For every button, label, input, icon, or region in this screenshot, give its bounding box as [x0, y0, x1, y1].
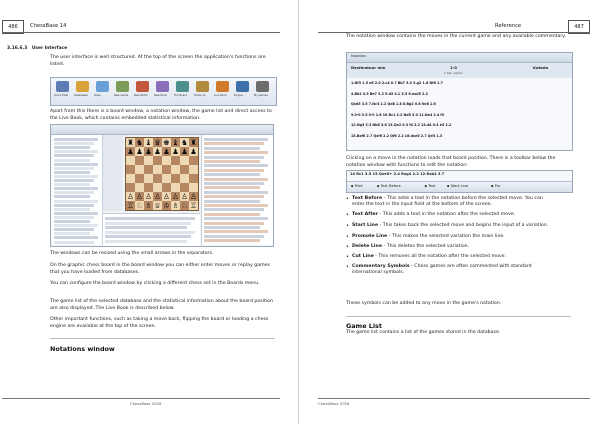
bullet-term: Start Line	[352, 223, 379, 228]
toolbar-icon	[116, 81, 129, 92]
chess-piece: ♙	[163, 192, 170, 201]
toolbar-icon	[236, 81, 249, 92]
section-title: User Interface	[31, 46, 68, 51]
placeholder-row	[204, 151, 268, 154]
edit-toolbar-button[interactable]: ▪ Text Before	[377, 184, 401, 188]
placeholder-row	[54, 216, 94, 219]
placeholder-row	[204, 235, 264, 238]
bullet-desc: - Chess games are often commented with standard international symbols.	[352, 264, 532, 276]
placeholder-row	[54, 232, 90, 235]
notation-line[interactable]: 12.Ng3 3.3 Nb6 3.6 13.Qe2 0.3 f4 2.2 14.d4 0.4 e5 2.2	[351, 123, 452, 127]
edit-toolbar-buttons	[347, 181, 572, 192]
bullet-dot: •	[346, 254, 349, 260]
chess-piece: ♟	[163, 147, 170, 156]
bullet-desc: - This adds a text in the notation before the selected move. You can enter the text in the input field at the bottom of the screen.	[352, 196, 543, 208]
notation-game-header	[347, 63, 572, 78]
placeholder-row	[204, 191, 268, 194]
board-square	[135, 174, 144, 183]
bullet-item	[352, 254, 552, 260]
right-para-3: These symbols can be added to any move in the game's notation.	[346, 301, 502, 306]
rule-game-list	[346, 316, 571, 317]
toolbar-icon	[76, 81, 89, 92]
bullet-item	[352, 212, 552, 218]
placeholder-row	[54, 138, 98, 141]
toolbar-label: New Game	[114, 94, 129, 97]
footer-right: ChessBase 2016	[318, 401, 350, 406]
board-square	[144, 183, 153, 192]
placeholder-row	[54, 146, 90, 149]
toolbar-icon	[56, 81, 69, 92]
rule-notations	[50, 338, 275, 339]
placeholder-row	[204, 204, 268, 207]
board-square	[171, 174, 180, 183]
app-window-screenshot	[50, 124, 274, 247]
placeholder-row	[204, 156, 264, 159]
bullet-dot: •	[346, 244, 349, 250]
chess-piece: ♘	[181, 201, 188, 210]
chess-piece: ♟	[154, 147, 161, 156]
placeholder-row	[105, 222, 191, 225]
placeholder-row	[204, 147, 260, 150]
notation-titlebar	[347, 53, 572, 63]
bullet-dot: •	[346, 234, 349, 240]
bullet-term: Promote Line	[352, 234, 388, 239]
board-square	[153, 174, 162, 183]
app-game-list	[52, 135, 103, 245]
placeholder-row	[204, 164, 268, 167]
toolbar-icon	[196, 81, 209, 92]
placeholder-row	[204, 200, 260, 203]
board-square	[180, 156, 189, 165]
notation-line[interactable]: 1.Nf3 1.5 e6 2.0 2.c4 0.7 Bb7 3.0 3.g2 1.6 Nf6 1.7	[351, 81, 443, 85]
chess-piece: ♟	[136, 147, 143, 156]
board-strip	[103, 135, 123, 211]
chess-piece: ♙	[172, 192, 179, 201]
placeholder-row	[54, 167, 94, 170]
bullet-item	[352, 234, 552, 240]
placeholder-row	[204, 160, 260, 163]
bullet-desc: - This removes all the notation after the selected move.	[373, 254, 507, 259]
left-para-6: The game list of the selected database and the statistical information about the board position are also displayed. The Live Book is described below.	[50, 299, 274, 311]
placeholder-row	[105, 231, 195, 234]
bullet-dot: •	[346, 264, 349, 270]
live-book-table	[103, 213, 200, 246]
notation-title: Notation	[351, 54, 367, 58]
left-para-3: The windows can be resized using the small arrows in the separators.	[50, 251, 214, 256]
placeholder-row	[54, 208, 90, 211]
chess-piece: ♘	[136, 201, 143, 210]
right-para-1: The notation window contains the moves in the current game and any available commentary.	[346, 34, 566, 39]
board-square	[162, 156, 171, 165]
board-square	[180, 183, 189, 192]
placeholder-row	[54, 159, 90, 162]
placeholder-row	[54, 175, 98, 178]
board-square	[189, 174, 198, 183]
edit-toolbar-moves: 14 Rc1 3.5 15.Qxe5+ 2.4 Rxg4 2.2 12.Rxb2 3.7	[350, 172, 445, 176]
toolbar-icon	[216, 81, 229, 92]
heading-game-list: Game List	[346, 322, 382, 330]
chess-piece: ♝	[145, 138, 152, 147]
left-para-1: The user interface is well structured. At the top of the screen the application's functions are listed.	[50, 55, 266, 67]
placeholder-row	[54, 142, 94, 145]
toolbar-icon	[136, 81, 149, 92]
placeholder-row	[204, 213, 260, 216]
placeholder-row	[204, 182, 264, 185]
placeholder-row	[54, 191, 94, 194]
chess-piece: ♙	[127, 192, 134, 201]
running-header-left: ChessBase 14	[30, 23, 67, 29]
bullet-desc: - This deletes the selected variation.	[382, 244, 470, 249]
placeholder-row	[204, 230, 268, 233]
board-square	[171, 156, 180, 165]
left-page	[0, 0, 299, 424]
board-square	[126, 156, 135, 165]
bullet-term: Cut Line	[352, 254, 374, 259]
chess-piece: ♟	[127, 147, 134, 156]
chess-piece: ♙	[190, 192, 197, 201]
chess-piece: ♗	[145, 201, 152, 210]
placeholder-row	[204, 186, 260, 189]
placeholder-row	[54, 212, 98, 215]
bullet-item	[352, 223, 552, 229]
toolbar-icon	[96, 81, 109, 92]
board-square	[171, 183, 180, 192]
white-player: Desfmatour min	[351, 65, 386, 70]
placeholder-row	[204, 217, 268, 220]
toolbar-label: New Book	[154, 94, 167, 97]
notation-line[interactable]: 9.0-0 3.5 0-0 1.6 10.Rc1 3.2 Nd5 3.0 11.Ne4 2.4 f5	[351, 112, 445, 117]
bullet-dot: •	[346, 196, 349, 202]
bullet-desc: - This makes the selected variation the main line.	[387, 234, 505, 239]
placeholder-row	[204, 169, 264, 172]
edit-toolbar-button[interactable]: ▪ Text	[424, 184, 436, 188]
toolbar-icon	[156, 81, 169, 92]
chess-piece: ♛	[154, 138, 161, 147]
chess-piece: ♗	[172, 201, 179, 210]
bullet-term: Text Before	[352, 196, 383, 201]
board-square	[153, 156, 162, 165]
chess-piece: ♙	[136, 192, 143, 201]
page-number-left: 486	[2, 20, 24, 34]
bullet-item	[352, 196, 552, 209]
left-para-2: Apart from this there is a board window, a notation window, the game list and direct access to the Live Book, which contains embedded statistical information.	[50, 109, 272, 121]
right-para-2: Clicking on a move in the notation loads that board position. There is a toolbar below the notation window with functions to edit the notation:	[346, 156, 556, 168]
game-score: 1-0	[450, 65, 457, 70]
board-square	[135, 183, 144, 192]
board-square	[189, 183, 198, 192]
placeholder-row	[54, 204, 94, 207]
chess-piece: ♕	[154, 201, 161, 210]
toolbar-label: Trade Up	[194, 94, 206, 97]
section-number: 3.16.6.3	[7, 46, 28, 51]
bullet-dot: •	[346, 223, 349, 229]
toolbar-label: Engine	[234, 94, 243, 97]
placeholder-row	[54, 236, 98, 239]
app-ribbon	[51, 125, 273, 135]
edit-toolbar-button[interactable]: ▪ Pro	[491, 184, 501, 188]
placeholder-row	[204, 222, 264, 225]
toolbar-label: Databases	[74, 94, 88, 97]
toolbar-icon	[176, 81, 189, 92]
left-para-5: You can configure the board window by clicking a different chess set in the Boards menu.	[50, 281, 260, 286]
toolbar-label: Quick PGN	[54, 94, 68, 97]
left-para-7: Other important functions, such as taking a move back, flipping the board or loading a chess engine are available at the top of the screen.	[50, 317, 269, 329]
toolbar-screenshot	[50, 77, 277, 106]
footer-left: ChessBase 2016	[130, 401, 162, 406]
notation-line[interactable]: Qxd5 3.5 7.Nc3 2.2 Qd8 1.8 8.Bg2 0.8 Nc6 1.6	[351, 102, 436, 106]
placeholder-row	[204, 195, 264, 198]
board-square	[171, 165, 180, 174]
placeholder-row	[54, 154, 94, 157]
chess-piece: ♚	[163, 138, 170, 147]
board-square	[135, 156, 144, 165]
placeholder-row	[204, 173, 260, 176]
placeholder-row	[204, 226, 260, 229]
notation-line[interactable]: 4.Bb2 0.5 Be7 3.2 5.d3 0.1 3.5 6.exd5 2.2	[351, 91, 428, 96]
toolbar-label: Live Book	[214, 94, 227, 97]
board-square	[180, 174, 189, 183]
heading-notations-window: Notations window	[50, 345, 115, 353]
edit-toolbar-button[interactable]: ▪ Print	[351, 184, 363, 188]
chess-piece: ♟	[181, 147, 188, 156]
notation-line[interactable]: 15.Bxf6 2.7 Qxf6 2.2 Qf6 2.2 16.dxe5 2.7 Qe5 1.3	[351, 133, 443, 138]
placeholder-row	[105, 217, 195, 220]
footer-rule-right	[318, 398, 590, 399]
section-heading	[7, 46, 67, 51]
chess-piece: ♖	[190, 201, 197, 210]
bullet-term: Delete Line	[352, 244, 383, 249]
right-para-4: The game list contains a list of the games stored in the database.	[346, 330, 501, 335]
placeholder-row	[105, 226, 187, 229]
chess-piece: ♞	[136, 138, 143, 147]
board-square	[189, 165, 198, 174]
header-rule-right	[318, 32, 590, 33]
chess-piece: ♖	[127, 201, 134, 210]
edit-toolbar-button[interactable]: ▪ Start Line	[447, 184, 468, 188]
toolbar-label: My Games	[254, 94, 268, 97]
placeholder-row	[204, 239, 260, 242]
footer-rule-left	[2, 398, 280, 399]
board-square	[144, 165, 153, 174]
chess-piece: ♝	[172, 138, 179, 147]
placeholder-row	[204, 142, 264, 145]
game-subinfo: 2 kat. sijited	[444, 71, 463, 75]
running-header-right: Reference	[495, 23, 522, 29]
chess-piece: ♔	[163, 201, 170, 210]
header-rule-left	[2, 32, 280, 33]
placeholder-row	[204, 208, 264, 211]
toolbar-label: Flip Board	[174, 94, 188, 97]
bullet-item	[352, 264, 552, 277]
bullet-dot: •	[346, 212, 349, 218]
board-square	[162, 183, 171, 192]
placeholder-row	[54, 187, 98, 190]
placeholder-row	[204, 138, 268, 141]
bullet-item	[352, 244, 552, 250]
black-player: Kotada	[533, 65, 549, 70]
toolbar-label: New Batch	[134, 94, 148, 97]
placeholder-row	[54, 150, 98, 153]
placeholder-row	[54, 163, 98, 166]
left-para-4: On the graphic chess board in the board window you can either enter moves or replay games that you have loaded from databases.	[50, 263, 270, 275]
toolbar-label: Open	[94, 94, 101, 97]
toolbar-icon	[256, 81, 269, 92]
chess-piece: ♙	[154, 192, 161, 201]
board-square	[180, 165, 189, 174]
edit-toolbar-screenshot	[346, 170, 573, 193]
placeholder-row	[54, 171, 90, 174]
board-square	[189, 156, 198, 165]
placeholder-row	[54, 228, 94, 231]
placeholder-row	[54, 179, 94, 182]
placeholder-row	[54, 200, 98, 203]
chess-piece: ♟	[172, 147, 179, 156]
placeholder-row	[54, 183, 90, 186]
bullet-term: Commentary Symbols	[352, 264, 410, 269]
chess-board	[125, 137, 199, 211]
board-square	[126, 183, 135, 192]
board-square	[126, 174, 135, 183]
placeholder-row	[54, 220, 90, 223]
chess-piece: ♙	[145, 192, 152, 201]
board-square	[144, 174, 153, 183]
board-square	[144, 156, 153, 165]
chess-piece: ♟	[145, 147, 152, 156]
board-square	[162, 174, 171, 183]
chess-piece: ♟	[190, 147, 197, 156]
board-square	[153, 183, 162, 192]
notation-screenshot	[346, 52, 573, 151]
chess-piece: ♜	[190, 138, 197, 147]
notation-pane	[201, 135, 273, 245]
board-square	[162, 165, 171, 174]
page-number-right: 487	[568, 20, 590, 34]
bullet-desc: - This adds a text in the notation after the selected move.	[378, 212, 516, 217]
chess-piece: ♞	[181, 138, 188, 147]
placeholder-row	[105, 235, 191, 238]
board-square	[153, 165, 162, 174]
bullet-desc: - This takes back the selected move and begins the input of a variation.	[378, 223, 549, 228]
placeholder-row	[54, 241, 94, 244]
placeholder-row	[54, 195, 90, 198]
placeholder-row	[204, 178, 268, 181]
board-square	[126, 165, 135, 174]
placeholder-row	[54, 224, 98, 227]
placeholder-row	[105, 240, 187, 243]
bullet-term: Text After	[352, 212, 379, 217]
chess-piece: ♜	[127, 138, 134, 147]
chess-piece: ♙	[181, 192, 188, 201]
board-square	[135, 165, 144, 174]
